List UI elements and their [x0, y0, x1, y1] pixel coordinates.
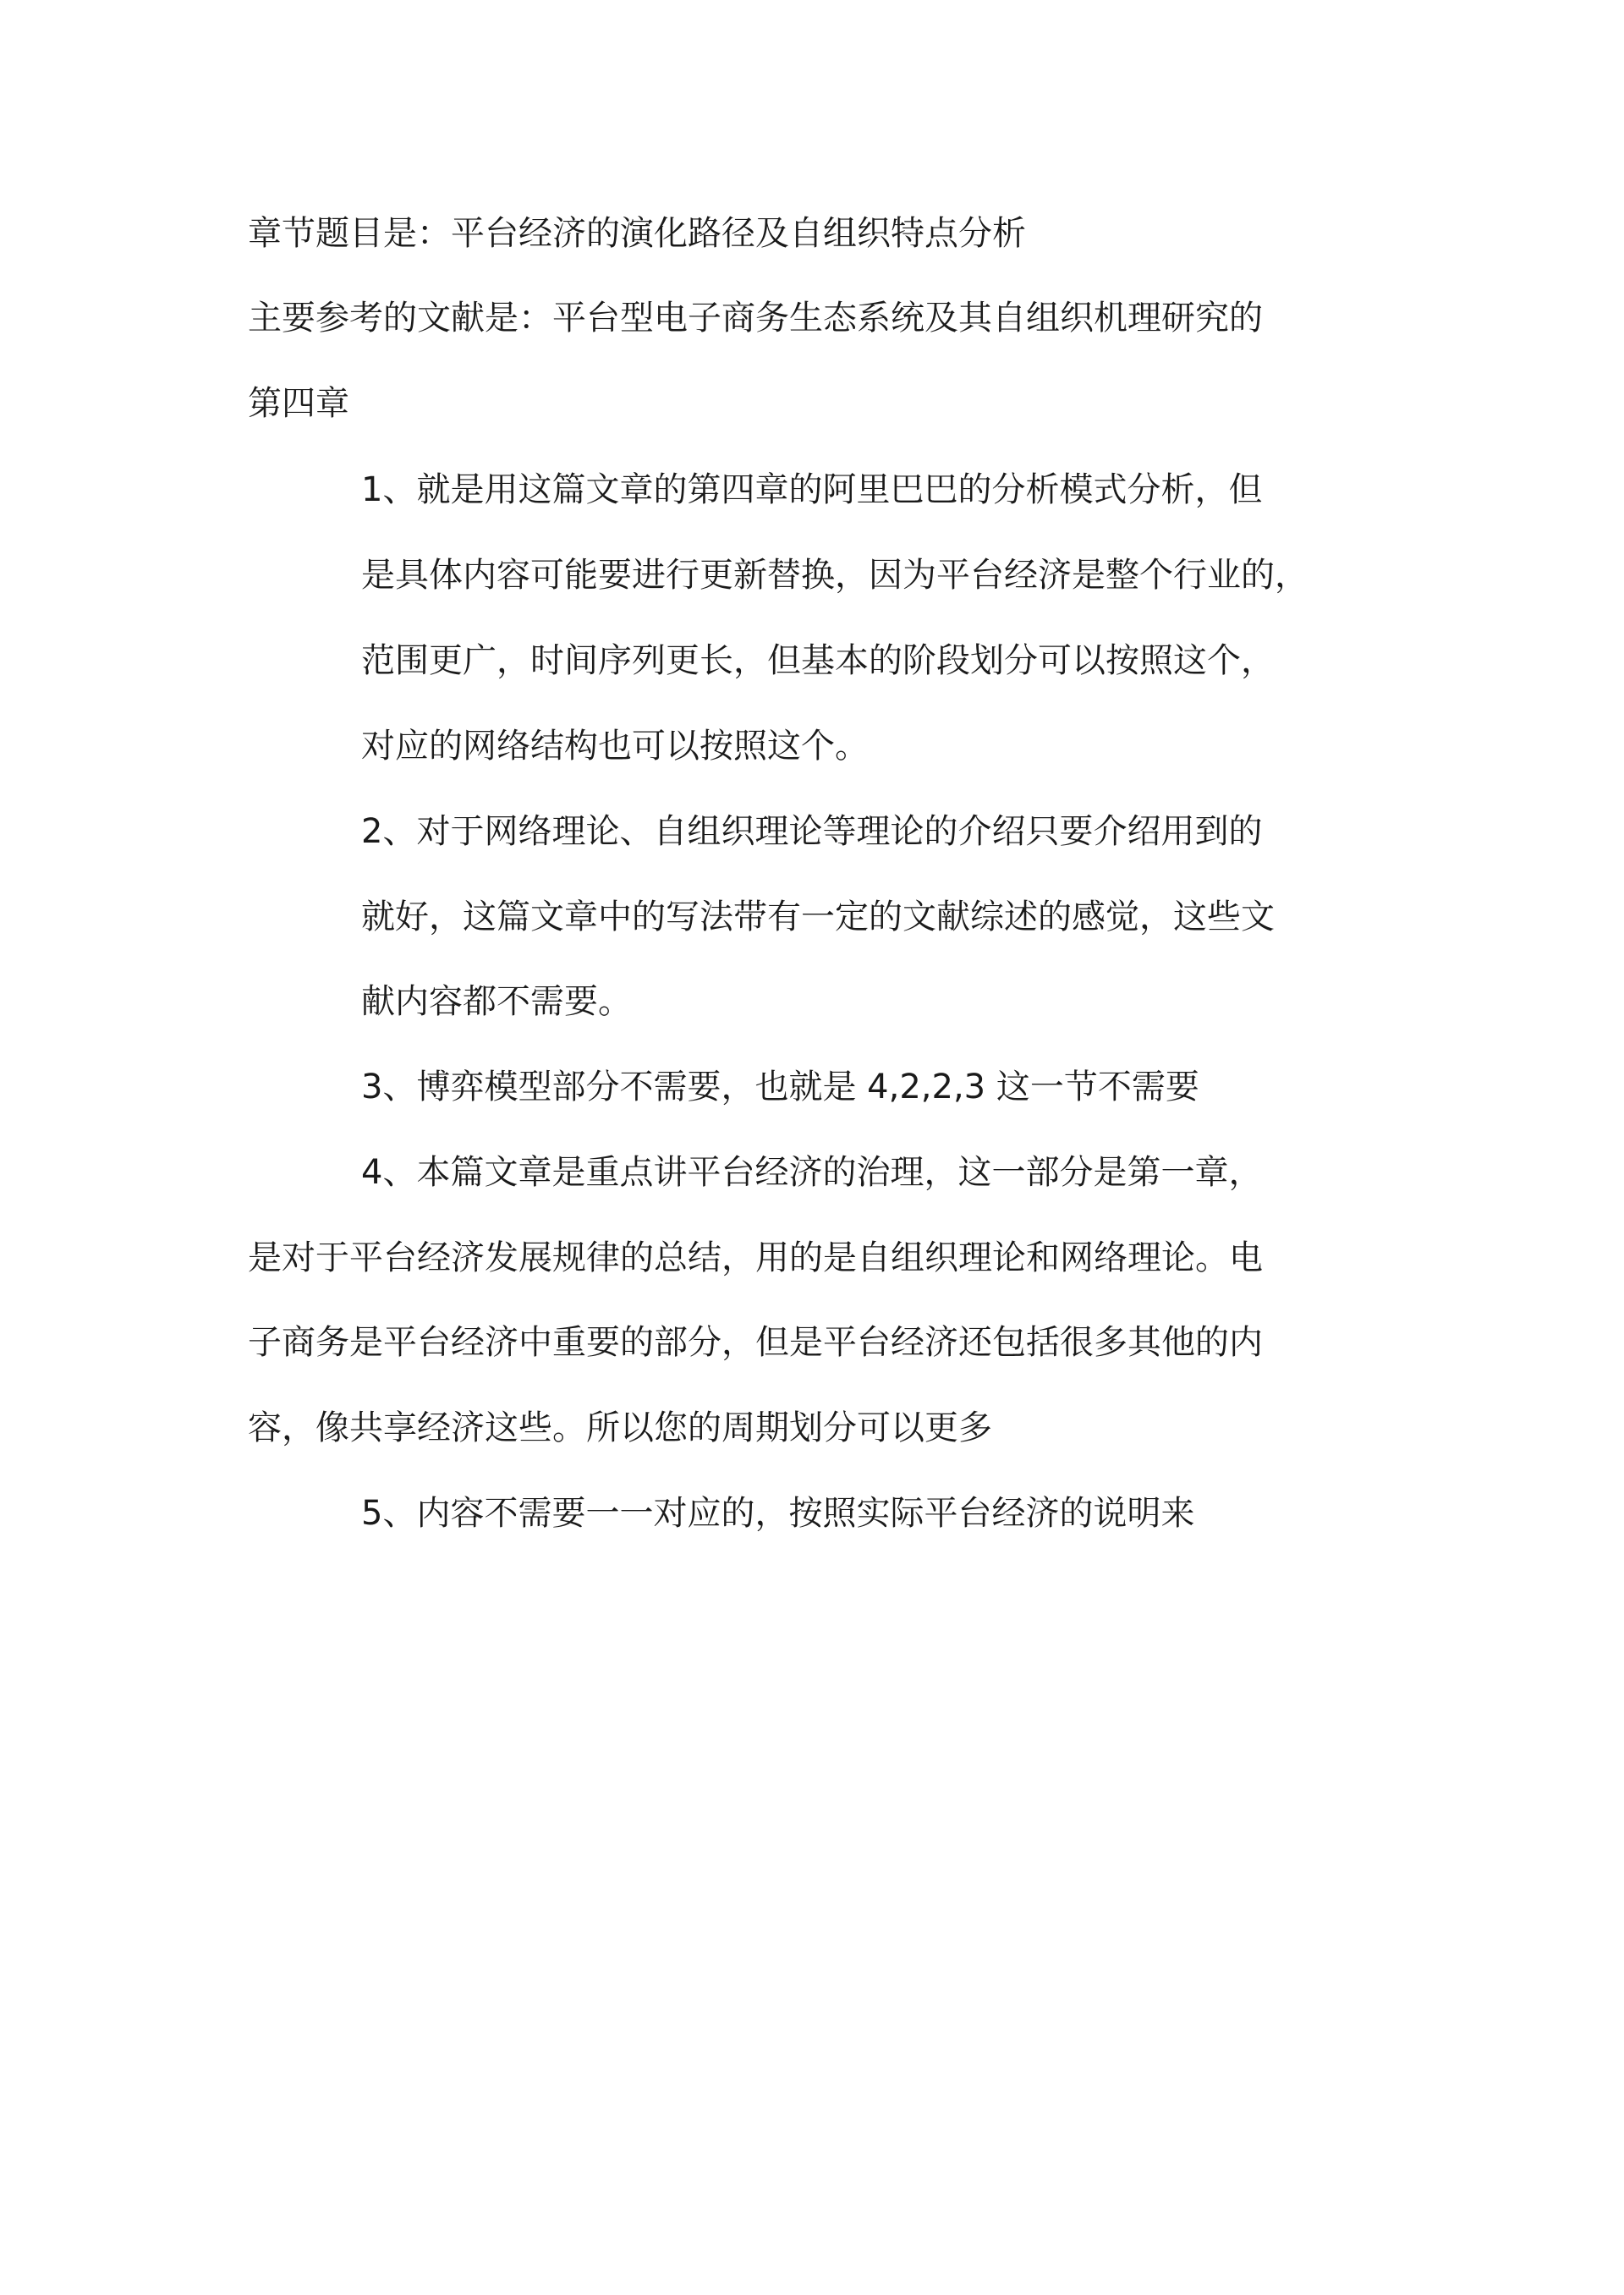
- item-4-line-4: 容，像共享经济这些。所以您的周期划分可以更多: [248, 1408, 992, 1447]
- item-2-line-3: 献内容都不需要。: [361, 982, 632, 1021]
- item-3-line-1: 3、博弈模型部分不需要，也就是 4,2,2,3 这一节不需要: [361, 1068, 1199, 1106]
- chapter-title-line: 章节题目是：平台经济的演化路径及自组织特点分析: [248, 214, 1026, 253]
- reference-line-continued: 第四章: [248, 384, 349, 423]
- item-4-line-1: 4、本篇文章是重点讲平台经济的治理，这一部分是第一章，: [361, 1153, 1263, 1192]
- item-1-line-1: 1、就是用这篇文章的第四章的阿里巴巴的分析模式分析，但: [361, 470, 1263, 509]
- item-1-line-4: 对应的网络结构也可以按照这个。: [361, 727, 869, 766]
- item-2-line-1: 2、对于网络理论、自组织理论等理论的介绍只要介绍用到的: [361, 812, 1263, 851]
- item-2-line-2: 就好，这篇文章中的写法带有一定的文献综述的感觉，这些文: [361, 898, 1275, 936]
- item-1-line-3: 范围更广，时间序列更长，但基本的阶段划分可以按照这个，: [361, 641, 1275, 680]
- item-5-line-1: 5、内容不需要一一对应的，按照实际平台经济的说明来: [361, 1494, 1195, 1533]
- reference-line: 主要参考的文献是：平台型电子商务生态系统及其自组织机理研究的: [248, 299, 1263, 338]
- item-1-line-2: 是具体内容可能要进行更新替换，因为平台经济是整个行业的，: [361, 556, 1309, 595]
- item-4-line-3: 子商务是平台经济中重要的部分，但是平台经济还包括很多其他的内: [248, 1323, 1263, 1362]
- item-4-line-2: 是对于平台经济发展规律的总结，用的是自组织理论和网络理论。电: [248, 1238, 1263, 1277]
